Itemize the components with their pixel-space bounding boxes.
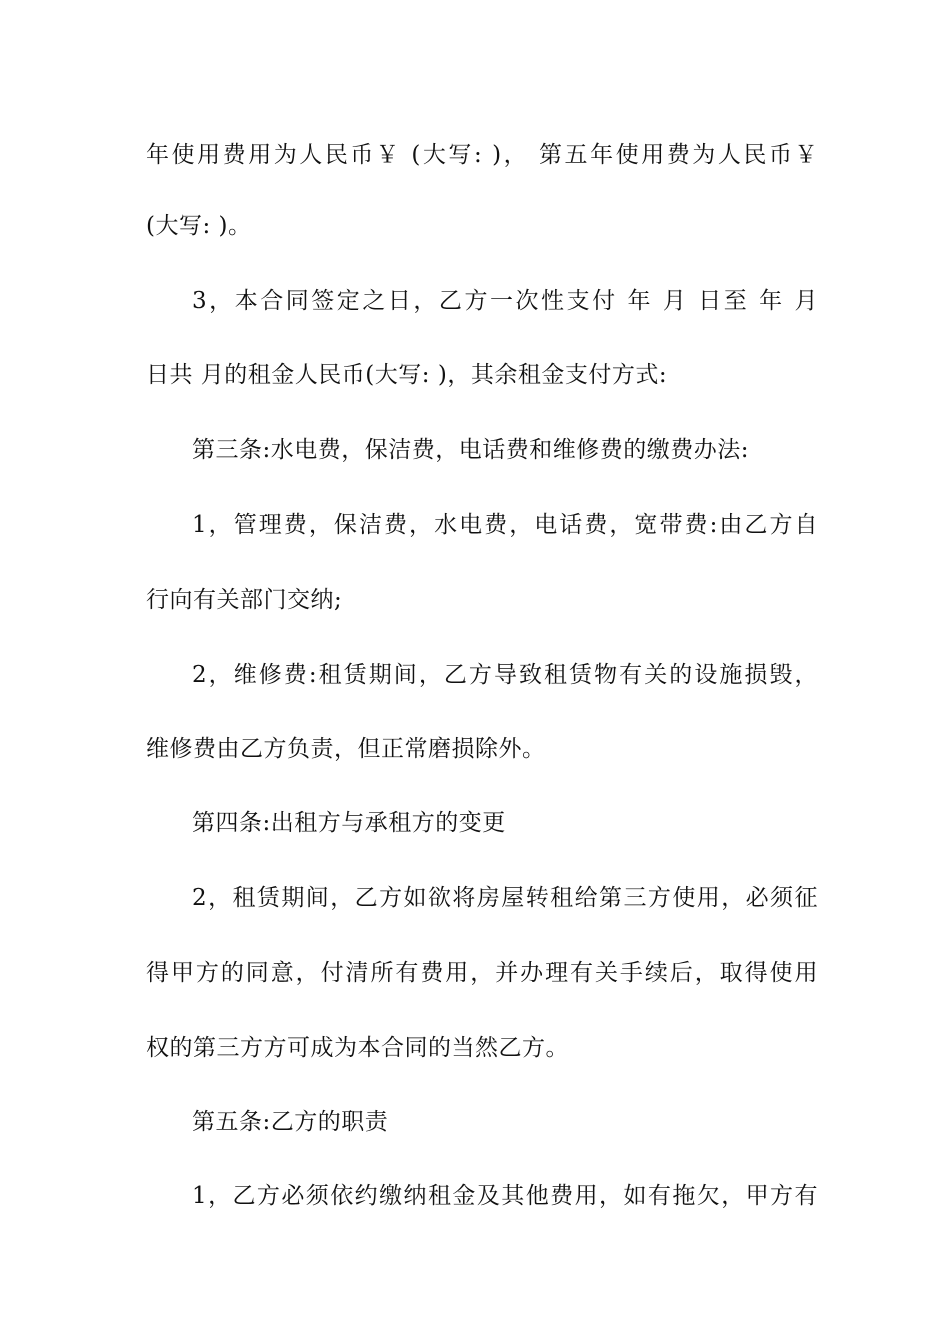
text-line: 1，管理费，保洁费，水电费，电话费，宽带费:由乙方自 (192, 512, 818, 538)
text-line: 得甲方的同意，付清所有费用，并办理有关手续后，取得使用 (146, 960, 818, 986)
text-line: 维修费由乙方负责，但正常磨损除外。 (146, 736, 546, 762)
text-line: 2，租赁期间，乙方如欲将房屋转租给第三方使用，必须征 (192, 885, 818, 911)
section-heading: 第五条:乙方的职责 (192, 1109, 389, 1135)
text-line: 年使用费用为人民币￥ (大写: )， 第五年使用费为人民币￥ (146, 142, 818, 168)
text-line: 行向有关部门交纳; (146, 587, 343, 613)
text-line: 1，乙方必须依约缴纳租金及其他费用，如有拖欠，甲方有 (192, 1183, 818, 1209)
text-line: (大写: )。 (146, 213, 252, 239)
section-heading: 第三条:水电费，保洁费，电话费和维修费的缴费办法: (192, 437, 749, 463)
text-line: 3，本合同签定之日，乙方一次性支付 年 月 日至 年 月 (192, 288, 818, 314)
text-line: 日共 月的租金人民币(大写: )，其余租金支付方式: (146, 362, 668, 388)
text-line: 权的第三方方可成为本合同的当然乙方。 (146, 1035, 569, 1061)
section-heading: 第四条:出租方与承租方的变更 (192, 810, 506, 836)
text-line: 2，维修费:租赁期间，乙方导致租赁物有关的设施损毁， (192, 662, 818, 688)
